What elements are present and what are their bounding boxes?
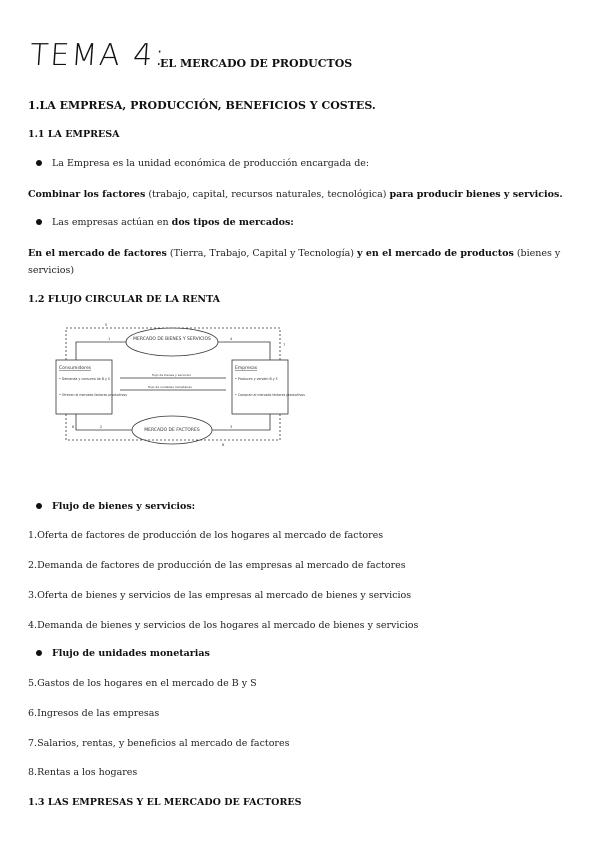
diagram-number-5: 5: [105, 323, 108, 327]
diagram-number-4: 4: [230, 337, 233, 341]
bold-text: dos tipos de mercados:: [171, 217, 294, 228]
circular-flow-diagram: [59, 320, 305, 454]
bullet-dot-icon: [36, 219, 42, 225]
normal-text: (bienes y servicios): [28, 248, 561, 276]
empresas-line2: • Compran al mercado factores productivos: [235, 393, 305, 397]
bullet-flujo-bienes: [36, 501, 195, 512]
diagram-number-2: 2: [100, 425, 103, 429]
normal-text: (Tierra, Trabajo, Capital y Tecnología): [166, 248, 358, 259]
bullet-flujo-monetarias: [36, 648, 210, 659]
list-item: 5.Gastos de los hogares en el mercado de B y S: [28, 678, 257, 689]
list-item: 2.Demanda de factores de producción de las empresas al mercado de factores: [28, 560, 406, 571]
paragraph-combinar: [28, 186, 568, 203]
section-1-2-heading: 1.2 FLUJO CIRCULAR DE LA RENTA: [28, 294, 220, 305]
top-oval: [126, 328, 218, 356]
middle-flow-label-2: flujo de unidades monetarias: [148, 385, 192, 389]
bullet-empresa: [36, 158, 369, 169]
bullet-text: Las empresas actúan en: [52, 217, 172, 228]
bullet-text: La Empresa es la unidad económica de producción encargada de:: [52, 158, 370, 169]
empresas-title: Empresas: [235, 366, 258, 371]
section-1-heading: 1.LA EMPRESA, PRODUCCIÓN, BENEFICIOS Y COSTES.: [28, 99, 376, 112]
list-item: 6.Ingresos de las empresas: [28, 708, 160, 719]
bullet-dot-icon: [36, 650, 42, 656]
tema-title: TEMA 4:: [28, 38, 168, 73]
list-item: 7.Salarios, rentas, y beneficios al mercado de factores: [28, 738, 290, 749]
bullet-dot-icon: [36, 503, 42, 509]
consumidores-line2: • Ofrecen al mercado factores productivos: [59, 393, 127, 397]
bold-text: para producir bienes y servicios.: [389, 189, 563, 200]
document-subtitle: EL MERCADO DE PRODUCTOS: [160, 57, 353, 70]
diagram-number-1: 1: [108, 337, 111, 341]
consumidores-title: Consumidores: [59, 366, 92, 371]
diagram-number-7: 7: [283, 343, 286, 347]
circular-flow-svg: [59, 320, 305, 450]
bottom-oval-label: MERCADO DE FACTORES: [144, 428, 200, 433]
list-item: 8.Rentas a los hogares: [28, 767, 138, 778]
list-item: 4.Demanda de bienes y servicios de los hogares al mercado de bienes y servicios: [28, 620, 419, 631]
bold-text: En el mercado de factores: [28, 248, 167, 259]
diagram-number-8: 8: [222, 443, 225, 447]
empresas-line1: • Producen y venden B y S: [235, 377, 278, 381]
bullet-dot-icon: [36, 160, 42, 166]
paragraph-mercados: [28, 245, 568, 279]
bold-text: Flujo de bienes y servicios:: [52, 501, 196, 512]
section-1-1-heading: 1.1 LA EMPRESA: [28, 129, 120, 140]
normal-text: (trabajo, capital, recursos naturales, tecnológica): [145, 189, 390, 200]
middle-flow-label-1: flujo de bienes y servicios: [152, 373, 191, 377]
list-item: 1.Oferta de factores de producción de los hogares al mercado de factores: [28, 530, 384, 541]
bold-text: Flujo de unidades monetarias: [52, 648, 210, 659]
top-oval-label: MERCADO DE BIENES Y SERVICIOS: [133, 337, 211, 342]
diagram-number-3: 3: [230, 425, 233, 429]
section-1-3-heading: 1.3 LAS EMPRESAS Y EL MERCADO DE FACTORES: [28, 797, 302, 808]
list-item: 3.Oferta de bienes y servicios de las empresas al mercado de bienes y servicios: [28, 590, 412, 601]
bullet-mercados: [36, 217, 294, 228]
diagram-number-6: 6: [72, 425, 75, 429]
bold-text: Combinar los factores: [28, 189, 146, 200]
consumidores-line1: • Demanda y consumo de B y S: [59, 377, 110, 381]
bold-text: y en el mercado de productos: [357, 248, 514, 259]
